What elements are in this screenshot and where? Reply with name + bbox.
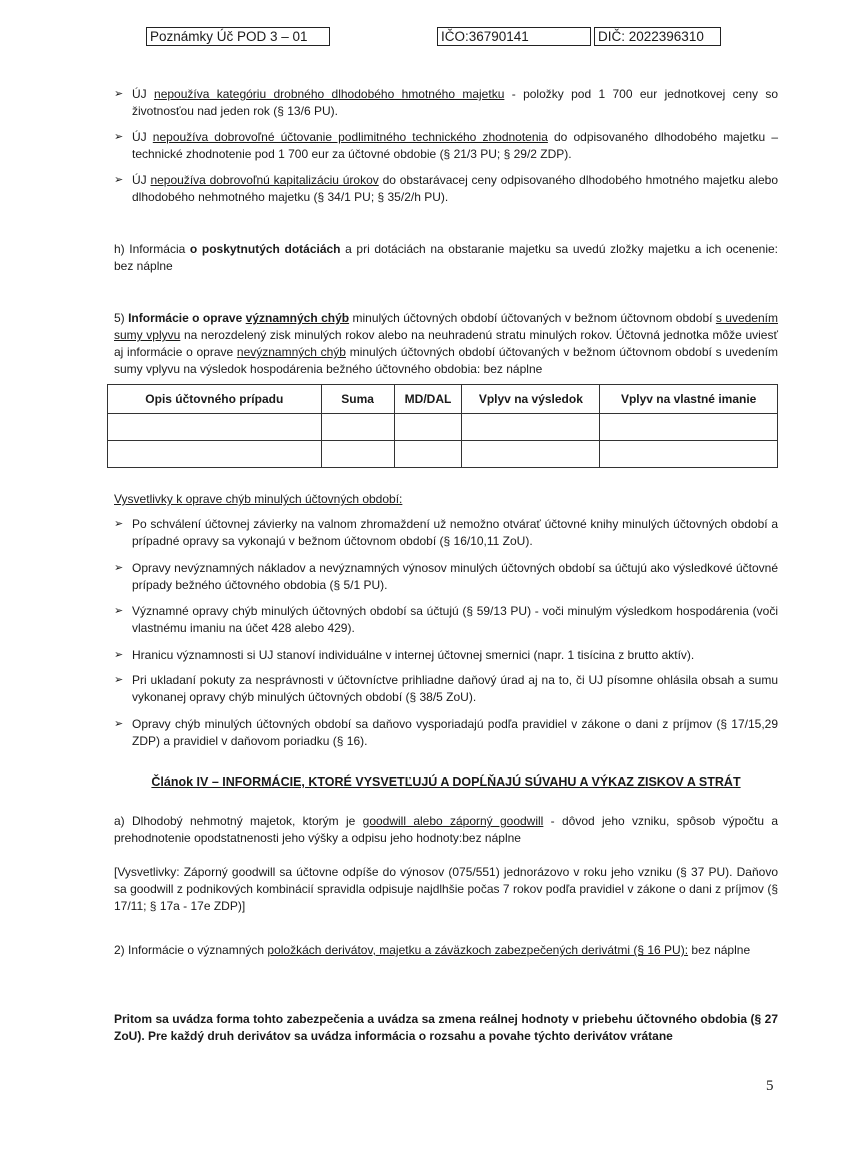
bullet-text [132,129,778,163]
bold-text: o poskytnutých dotáciách [189,242,341,256]
derivatives-bold-paragraph: Pritom sa uvádza forma tohto zabezpečenia a uvádza sa zmena reálnej hodnoty v priebehu účtovného obdobia (§ 27 ZoU). Pre každý druh derivátov sa uvádza informácia o rozsahu a povahe týchto derivátov vrátane [114,1012,778,1043]
page-number: 5 [766,1078,774,1094]
underlined-text: goodwill alebo záporný goodwill [362,814,544,828]
underlined-text: nevýznamných chýb [236,345,346,359]
col-header-md-dal: MD/DAL [394,385,462,414]
underlined-text: s uvedením sumy vplyvu [114,311,778,342]
arrow-bullet-icon: ➢ [114,649,124,661]
explanation-text: Opravy chýb minulých účtovných období sa daňovo vysporiadajú podľa pravidiel v zákone o dani z príjmov (§ 17/15,29 ZDP) a pravidiel v daňovom poriadku (§ 16). [132,717,778,748]
explanation-text: Hranicu významnosti si UJ stanoví individuálne v internej účtovnej smernici (napr. 1 tisícina z brutto aktív). [132,648,695,662]
text-span: h) Informácia [114,242,190,256]
text-span: minulých účtovných období účtovaných v bežnom účtovnom období [349,311,716,325]
arrow-bullet-icon: ➢ [114,605,124,617]
table-cell [108,441,322,468]
text-span: do odpisovaného dlhodobého majetku – technické zhodnotenie pod 1 700 eur za účtovné obdobie (§ 21/3 PU; § 29/2 ZDP). [132,130,779,161]
underlined-text: Vysvetlivky k oprave chýb minulých účtovných období: [114,492,403,506]
table-cell [600,441,778,468]
text-span: do obstarávacej ceny odpisovaného dlhodobého hmotného majetku alebo dlhodobého nehmotného majetku (§ 34/1 PU; § 35/2/h PU). [132,173,778,204]
text-span: na nerozdelený zisk minulých rokov alebo na neuhradenú stratu minulých rokov. Účtovná jednotka môže uviesť aj informácie o oprave [114,328,778,359]
arrow-bullet-icon: ➢ [114,131,124,143]
table-header-row [108,385,778,414]
col-header-effect-equity: Vplyv na vlastné imanie [600,385,778,414]
arrow-bullet-icon: ➢ [114,562,124,574]
table-row [108,441,778,468]
text-span: - dôvod jeho vzniku, spôsob výpočtu a prehodnotenie opodstatnenosti jeho výšky a odpisu jeho hodnoty:bez náplne [114,814,778,845]
col-header-amount: Suma [321,385,394,414]
underlined-text: položkách derivátov, majetku a záväzkoch zabezpečených derivátmi (§ 16 PU): [267,943,689,957]
explanation-text: Významné opravy chýb minulých účtovných období sa účtujú (§ 59/13 PU) - voči minulým výsledkom hospodárenia (voči vlastnému imaniu na účet 428 alebo 429). [132,604,778,635]
explanation-item [114,716,778,750]
explanation-item [114,560,778,594]
header-ico: IČO:36790141 [437,27,591,46]
text-span: minulých účtovných období účtovaných v bežnom účtovnom období s uvedením sumy vplyvu na výsledok hospodárenia bežného účtovného obdobia: bez náplne [114,345,778,376]
arrow-bullet-icon: ➢ [114,174,124,186]
bullet-text [132,172,778,206]
table-row [108,414,778,441]
arrow-bullet-icon: ➢ [114,518,124,530]
underlined-text: nepoužíva dobrovoľné účtovanie podlimitného technického zhodnotenia [152,130,548,144]
section-2-paragraph [114,942,778,959]
bold-text: Informácie o oprave [128,311,246,325]
header-notes-code: Poznámky Úč POD 3 – 01 [146,27,330,46]
text-span: ÚJ [132,130,153,144]
table-cell [321,441,394,468]
bullet-item [114,86,778,120]
text-span: 2) Informácie o významných [114,943,268,957]
text-span: a) Dlhodobý nehmotný majetok, ktorým je [114,814,363,828]
arrow-bullet-icon: ➢ [114,718,124,730]
table-cell [321,414,394,441]
bold-underlined-text: významných chýb [245,311,350,325]
bullet-item [114,129,778,163]
text-span: bez náplne [688,943,751,957]
section-a-paragraph [114,813,778,847]
article-heading: Článok IV – INFORMÁCIE, KTORÉ VYSVETĽUJÚ A DOPĹŇAJÚ SÚVAHU A VÝKAZ ZISKOV A STRÁT [151,775,741,789]
text-span: ÚJ [132,173,151,187]
explanation-item [114,672,778,706]
explanation-text: Po schválení účtovnej závierky na valnom zhromaždení už nemožno otvárať účtovné knihy minulých účtovných období a prípadné opravy sa vykonajú v bežnom účtovnom období (§ 16/10,11 ZoU). [132,517,778,548]
explanation-text: Opravy nevýznamných nákladov a nevýznamných výnosov minulých účtovných období sa účtujú ako výsledkové účtovné prípady bežného účtovného obdobia (§ 5/1 PU). [132,561,778,592]
bullet-text [132,86,778,120]
text-span: - položky pod 1 700 eur jednotkovej ceny so životnosťou nad jeden rok (§ 13/6 PU). [132,87,779,118]
explanation-text: Pri ukladaní pokuty za nesprávnosti v účtovníctve prihliadne daňový úrad aj na to, či UJ písomne ohlásila obsah a sumu vykonanej opravy chýb minulých účtovných období (§ 38/5 ZoU). [132,673,778,704]
explanation-item [114,516,778,550]
table-cell [462,414,600,441]
underlined-text: nepoužíva dobrovoľnú kapitalizáciu úrokov [150,173,379,187]
text-span: ÚJ [132,87,155,101]
col-header-effect-result: Vplyv na výsledok [462,385,600,414]
table-cell [108,414,322,441]
table-cell [462,441,600,468]
table-cell [394,441,462,468]
table-cell [600,414,778,441]
explanation-item [114,647,778,664]
bullet-item [114,172,778,206]
header-dic: DIČ: 2022396310 [594,27,721,46]
arrow-bullet-icon: ➢ [114,88,124,100]
arrow-bullet-icon: ➢ [114,674,124,686]
table-cell [394,414,462,441]
section-h-paragraph [114,241,778,275]
goodwill-note: [Vysvetlivky: Záporný goodwill sa účtovne odpíše do výnosov (075/551) jednorázovo v roku jeho vzniku (§ 37 PU). Daňovo sa goodwill z podnikových kombinácií spravidla odpisuje najdlhšie počas 7 rokov podľa pravidiel v zákone o dani z príjmov (§ 17/11; § 17a - 17e ZDP)] [114,865,778,913]
text-span: 5) [114,311,129,325]
text-span: a pri dotáciách na obstaranie majetku sa uvedú zložky majetku a ich ocenenie: bez náplne [114,242,778,273]
explanation-item [114,603,778,637]
col-header-description: Opis účtovného prípadu [108,385,322,414]
underlined-text: nepoužíva kategóriu drobného dlhodobého hmotného majetku [154,87,505,101]
section-5-paragraph [114,310,778,378]
explanations-title [114,491,778,508]
error-correction-table [107,384,778,468]
